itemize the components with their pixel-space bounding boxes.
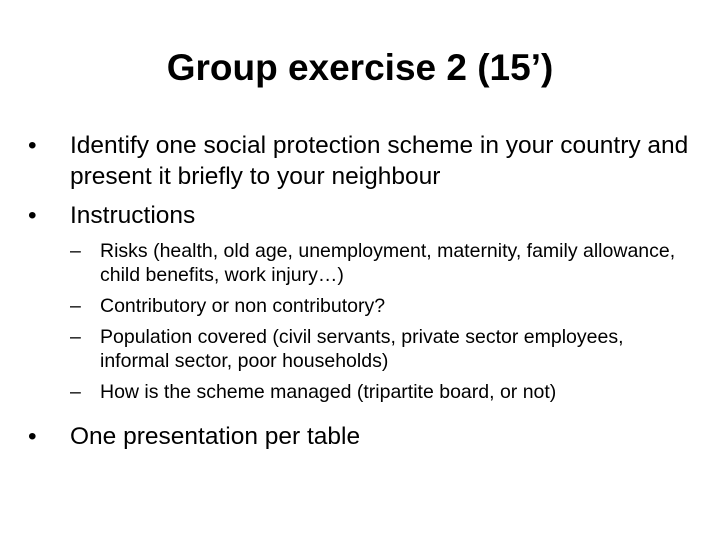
bullet-text: Instructions <box>70 202 196 229</box>
sub-bullet-item <box>70 325 698 373</box>
slide-body <box>28 130 698 460</box>
sub-bullet-item <box>70 294 698 318</box>
dash-marker: – <box>70 381 81 403</box>
bullet-text: One presentation per table <box>70 423 361 450</box>
bullet-marker: • <box>28 423 37 450</box>
sub-bullet-item <box>70 380 698 404</box>
slide-title: Group exercise 2 (15’) <box>166 47 554 88</box>
bullet-text: Identify one social protection scheme in your country and present it briefly to your neighbour <box>70 132 689 190</box>
sub-bullet-item <box>70 239 698 287</box>
dash-marker: – <box>70 326 81 348</box>
sub-bullet-list <box>70 239 698 404</box>
sub-bullet-text: Contributory or non contributory? <box>100 295 386 317</box>
sub-bullet-text: How is the scheme managed (tripartite board, or not) <box>100 381 557 403</box>
dash-marker: – <box>70 295 81 317</box>
spacer <box>28 411 698 421</box>
bullet-marker: • <box>28 132 37 159</box>
bullet-item <box>28 421 698 452</box>
bullet-marker: • <box>28 202 37 229</box>
sub-bullet-text: Population covered (civil servants, private sector employees, informal sector, poor households) <box>100 326 624 372</box>
bullet-item <box>28 200 698 231</box>
dash-marker: – <box>70 240 81 262</box>
sub-bullet-text: Risks (health, old age, unemployment, maternity, family allowance, child benefits, work injury…) <box>100 240 676 286</box>
bullet-item <box>28 130 698 192</box>
